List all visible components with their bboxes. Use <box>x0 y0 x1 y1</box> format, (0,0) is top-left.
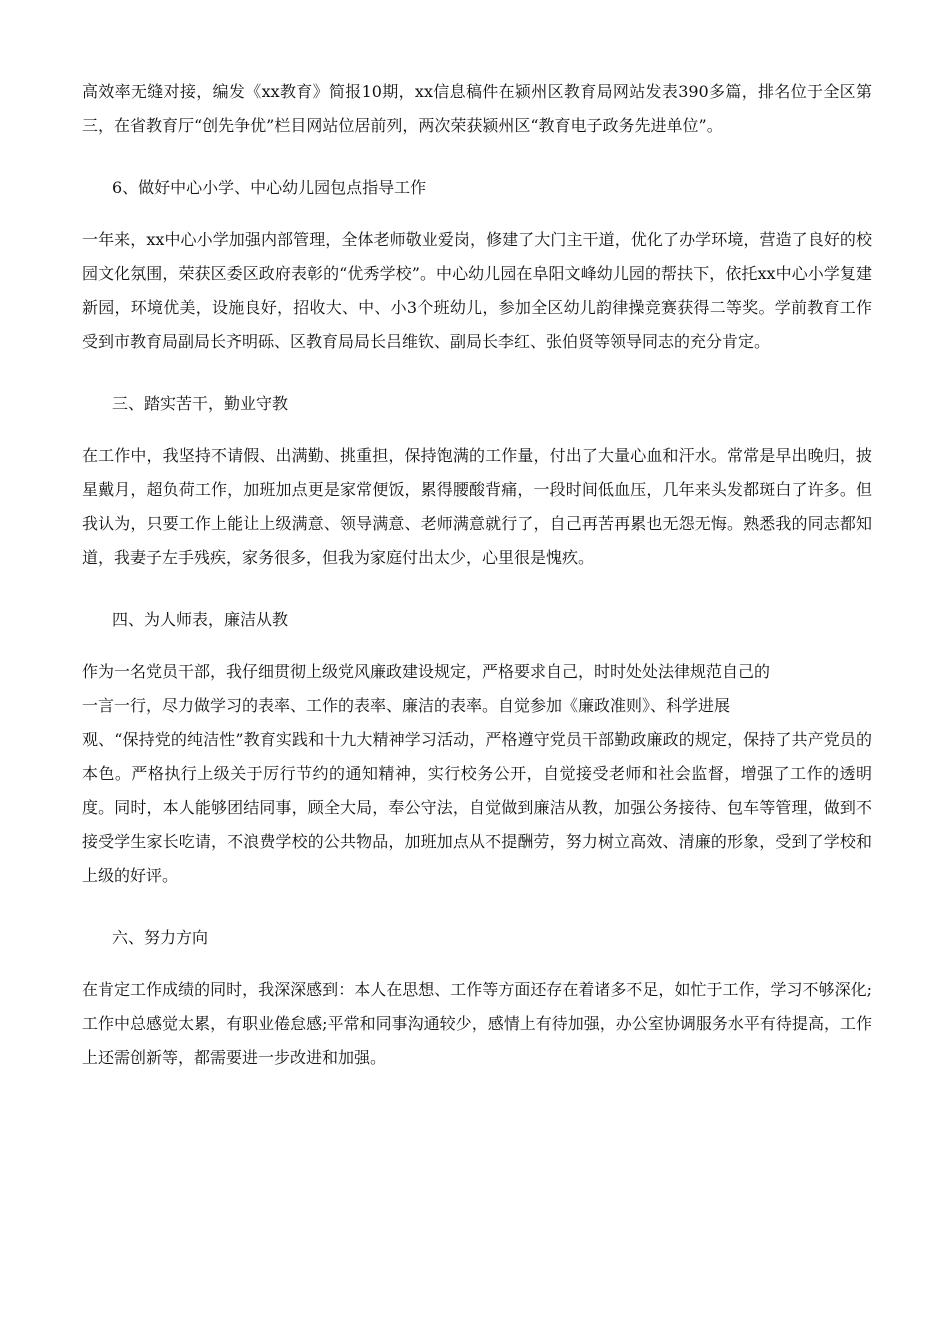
spacer <box>82 637 872 655</box>
paragraph-line: 作为一名党员干部，我仔细贯彻上级党风廉政建设规定，严格要求自己，时时处处法律规范自己的 <box>82 662 771 681</box>
paragraph-line: 一言一行，尽力做学习的表率、工作的表率、廉洁的表率。自觉参加《廉政准则》、科学进展 <box>82 696 731 715</box>
paragraph-intro: 高效率无缝对接，编发《xx教育》简报10期，xx信息稿件在颍州区教育局网站发表390多篇，排名位于全区第三，在省教育厅“创先争优”栏目网站位居前列，两次荣获颍州区“教育电子政务先进单位”。 <box>82 82 872 135</box>
spacer <box>82 205 872 223</box>
spacer <box>82 143 872 171</box>
heading-section-3: 三、踏实苦干，勤业守教 <box>112 394 289 413</box>
paragraph-section-6b: 在肯定工作成绩的同时，我深深感到：本人在思想、工作等方面还存在着诸多不足，如忙于工作，学习不够深化;工作中总感觉太累，有职业倦怠感;平常和同事沟通较少，感情上有待加强，办公室协调服务水平有待提高，工作上还需创新等，都需要进一步改进和加强。 <box>82 980 872 1067</box>
spacer <box>82 893 872 921</box>
paragraph-section-4 <box>82 655 872 893</box>
paragraph-section-6: 一年来，xx中心小学加强内部管理，全体老师敬业爱岗，修建了大门主干道，优化了办学环境，营造了良好的校园文化氛围，荣获区委区政府表彰的“优秀学校”。中心幼儿园在阜阳文峰幼儿园的帮扶下，依托xx中心小学复建新园，环境优美，设施良好，招收大、中、小3个班幼儿，参加全区幼儿韵律操竞赛获得二等奖。学前教育工作受到市教育局副局长齐明砾、区教育局局长吕维钦、副局长李红、张伯贤等领导同志的充分肯定。 <box>82 230 872 351</box>
spacer <box>82 359 872 387</box>
spacer <box>82 575 872 603</box>
spacer <box>82 421 872 439</box>
heading-section-4: 四、为人师表，廉洁从教 <box>112 610 289 629</box>
document-page <box>82 75 872 1075</box>
spacer <box>82 955 872 973</box>
heading-section-6b: 六、努力方向 <box>112 928 209 947</box>
heading-section-6: 6、做好中心小学、中心幼儿园包点指导工作 <box>112 178 427 197</box>
paragraph-line: 观、“保持党的纯洁性”教育实践和十九大精神学习活动，严格遵守党员干部勤政廉政的规定，保持了共产党员的本色。严格执行上级关于厉行节约的通知精神，实行校务公开，自觉接受老师和社会监督，增强了工作的透明度。同时，本人能够团结同事，顾全大局，奉公守法，自觉做到廉洁从教，加强公务接待、包车等管理，做到不接受学生家长吃请，不浪费学校的公共物品，加班加点从不提酬劳，努力树立高效、清廉的形象，受到了学校和上级的好评。 <box>82 730 872 885</box>
paragraph-section-3: 在工作中，我坚持不请假、出满勤、挑重担，保持饱满的工作量，付出了大量心血和汗水。常常是早出晚归，披星戴月，超负荷工作，加班加点更是家常便饭，累得腰酸背痛，一段时间低血压，几年来头发都斑白了许多。但我认为，只要工作上能让上级满意、领导满意、老师满意就行了，自己再苦再累也无怨无悔。熟悉我的同志都知道，我妻子左手残疾，家务很多，但我为家庭付出太少，心里很是愧疚。 <box>82 446 872 567</box>
